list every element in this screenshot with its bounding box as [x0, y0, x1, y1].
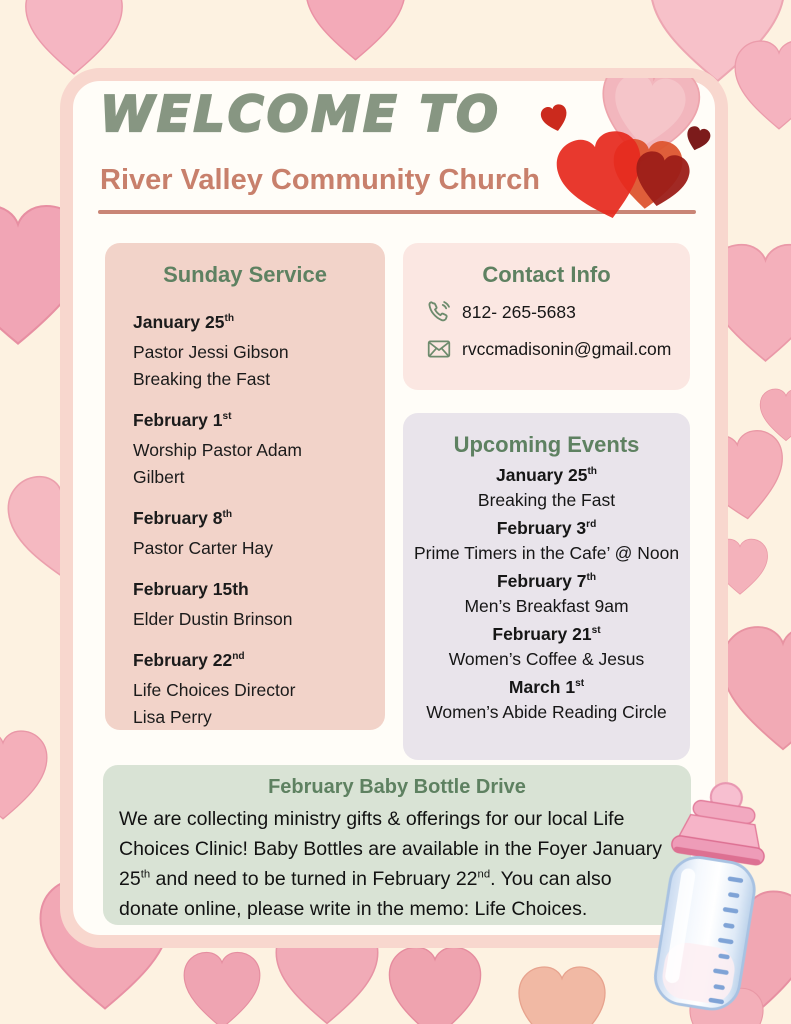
service-item — [133, 579, 375, 633]
event-name: Prime Timers in the Cafe’ @ Noon — [413, 543, 680, 563]
service-date: February 15th — [133, 579, 249, 599]
welcome-heading: WELCOME TO — [100, 86, 501, 143]
service-detail: Lisa Perry — [133, 707, 212, 727]
envelope-icon — [426, 336, 452, 362]
phone-number: 812- 265-5683 — [462, 301, 576, 322]
event-name: Men’s Breakfast 9am — [464, 596, 629, 616]
service-item — [133, 410, 375, 491]
service-date: January 25th — [133, 312, 235, 332]
email-address: rvccmadisonin@gmail.com — [462, 338, 672, 359]
event-date: February 3rd — [496, 518, 597, 538]
phone-row — [426, 299, 690, 325]
upcoming-events-panel — [403, 413, 690, 760]
service-detail: Life Choices Director — [133, 680, 296, 700]
email-row — [426, 336, 690, 362]
service-date: February 8th — [133, 508, 233, 528]
upcoming-events-title: Upcoming Events — [453, 432, 640, 457]
sunday-service-panel — [105, 243, 385, 730]
baby-bottle-drive-panel — [103, 765, 691, 925]
contact-info-title: Contact Info — [482, 262, 611, 287]
baby-bottle-drive-title: February Baby Bottle Drive — [268, 776, 526, 798]
service-item — [133, 312, 375, 393]
event-date: February 7th — [496, 571, 597, 591]
service-detail: Breaking the Fast — [133, 369, 271, 389]
event-date: March 1st — [508, 677, 585, 697]
event-date: February 21st — [492, 624, 601, 644]
hearts-decoration — [532, 78, 722, 228]
service-detail: Pastor Carter Hay — [133, 538, 274, 558]
event-name: Breaking the Fast — [477, 490, 616, 510]
service-date: February 1st — [133, 410, 232, 430]
events-list — [403, 463, 690, 725]
contact-info-panel — [403, 243, 690, 390]
event-date: January 25th — [495, 465, 597, 485]
service-date: February 22nd — [133, 650, 245, 670]
service-item — [133, 650, 375, 731]
service-detail: Pastor Jessi Gibson — [133, 342, 289, 362]
phone-icon — [426, 299, 452, 325]
sunday-service-list — [105, 288, 385, 731]
church-name: River Valley Community Church — [100, 164, 540, 196]
service-item — [133, 508, 375, 562]
sunday-service-title: Sunday Service — [163, 262, 327, 287]
service-detail: Elder Dustin Brinson — [133, 609, 293, 629]
service-detail: Worship Pastor Adam — [133, 440, 302, 460]
event-name: Women’s Abide Reading Circle — [426, 702, 667, 722]
service-detail: Gilbert — [133, 467, 185, 487]
event-name: Women’s Coffee & Jesus — [448, 649, 645, 669]
baby-bottle-drive-text: We are collecting ministry gifts & offerings for our local Life Choices Clinic! Baby Bottles are available in the Foyer January 25th and need to be turned in February 22nd. You can also donate online, please write in the memo: Life Choices. — [119, 808, 663, 920]
